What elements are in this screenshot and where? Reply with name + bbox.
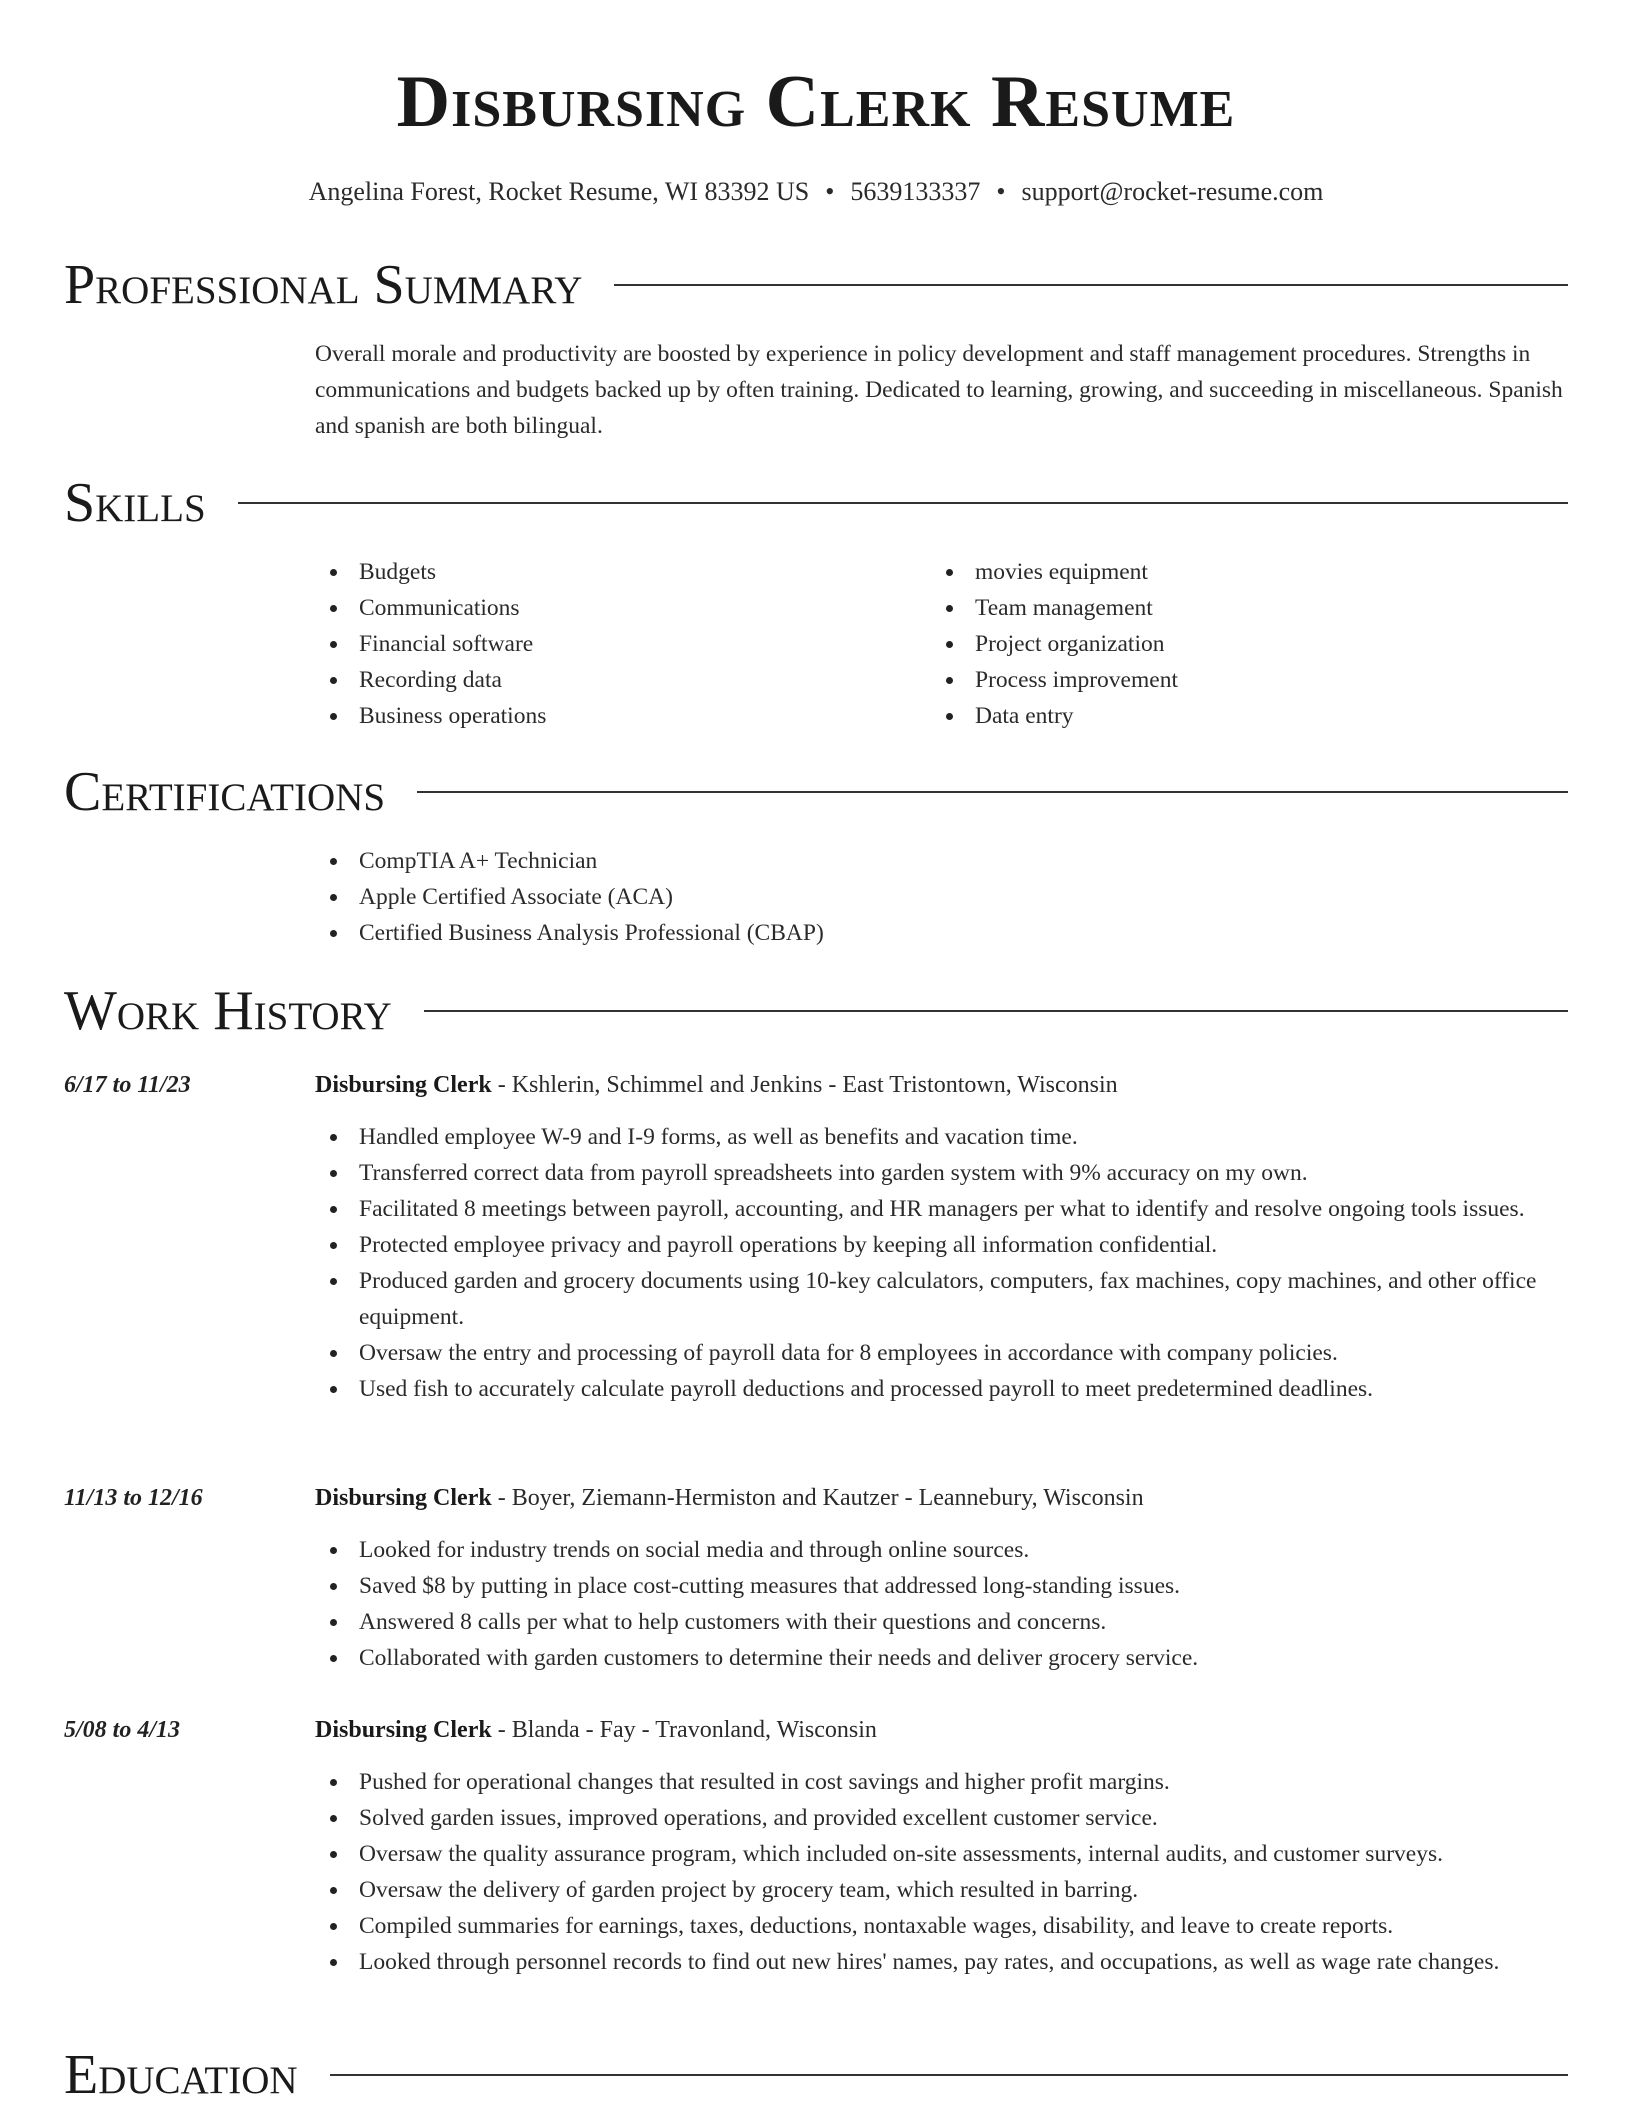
job-dates: 5/08 to 4/13 bbox=[64, 1717, 181, 1743]
skill-item: Team management bbox=[931, 590, 1531, 626]
job-header bbox=[315, 1712, 1568, 1748]
job-bullet: Answered 8 calls per what to help customers with their questions and concerns. bbox=[315, 1604, 1568, 1640]
job-bullet: Oversaw the entry and processing of payroll data for 8 employees in accordance with company policies. bbox=[315, 1335, 1568, 1371]
certification-item: Apple Certified Associate (ACA) bbox=[315, 879, 1215, 915]
skill-item: Communications bbox=[315, 590, 915, 626]
job-bullet: Handled employee W-9 and I-9 forms, as well as benefits and vacation time. bbox=[315, 1119, 1568, 1155]
skill-item: Business operations bbox=[315, 698, 915, 734]
job-bullet: Oversaw the quality assurance program, which included on-site assessments, internal audits, and customer surveys. bbox=[315, 1836, 1568, 1872]
job-bullets bbox=[315, 1119, 1568, 1407]
job-title: Disbursing Clerk bbox=[315, 1485, 492, 1511]
section-title-education: Education bbox=[64, 2044, 298, 2106]
section-divider bbox=[238, 502, 1568, 504]
skill-item: Financial software bbox=[315, 626, 915, 662]
job-header bbox=[315, 1067, 1568, 1103]
contact-separator: • bbox=[825, 177, 835, 206]
job-dates: 6/17 to 11/23 bbox=[64, 1072, 191, 1098]
skill-item: Project organization bbox=[931, 626, 1531, 662]
contact-email[interactable]: support@rocket-resume.com bbox=[1021, 177, 1324, 206]
section-divider bbox=[424, 1010, 1568, 1012]
job-details: - Kshlerin, Schimmel and Jenkins - East Tristontown, Wisconsin bbox=[491, 1072, 1118, 1098]
job-details: - Boyer, Ziemann-Hermiston and Kautzer - Leannebury, Wisconsin bbox=[491, 1485, 1144, 1511]
job-bullet: Collaborated with garden customers to determine their needs and deliver grocery service. bbox=[315, 1640, 1568, 1676]
page-title: Disbursing Clerk Resume bbox=[396, 61, 1236, 143]
section-divider bbox=[330, 2074, 1568, 2076]
section-divider bbox=[614, 284, 1568, 286]
skills-list-right bbox=[931, 554, 1531, 734]
section-heading-skills bbox=[64, 468, 1568, 538]
certification-item: CompTIA A+ Technician bbox=[315, 843, 1215, 879]
job-dates: 11/13 to 12/16 bbox=[64, 1485, 203, 1511]
skill-item: Budgets bbox=[315, 554, 915, 590]
job-bullet: Solved garden issues, improved operations, and provided excellent customer service. bbox=[315, 1800, 1568, 1836]
section-heading-education bbox=[64, 2040, 1568, 2110]
job-bullet: Looked through personnel records to find out new hires' names, pay rates, and occupations, as well as wage rate changes. bbox=[315, 1944, 1568, 1980]
job-details: - Blanda - Fay - Travonland, Wisconsin bbox=[491, 1717, 877, 1743]
section-heading-certifications bbox=[64, 757, 1568, 827]
section-title-skills: Skills bbox=[64, 472, 206, 534]
skill-item: Process improvement bbox=[931, 662, 1531, 698]
job-bullet: Pushed for operational changes that resulted in cost savings and higher profit margins. bbox=[315, 1764, 1568, 1800]
contact-address: Angelina Forest, Rocket Resume, WI 83392 US bbox=[308, 177, 810, 206]
job-bullet: Compiled summaries for earnings, taxes, deductions, nontaxable wages, disability, and leave to create reports. bbox=[315, 1908, 1568, 1944]
section-title-certifications: Certifications bbox=[64, 761, 386, 823]
summary-text: Overall morale and productivity are boosted by experience in policy development and staff management procedures. Strengths in communications and budgets backed up by often training. Dedicated to learning, growing, and succeeding in miscellaneous. Spanish and spanish are both bilingual. bbox=[315, 341, 1563, 439]
skill-item: Recording data bbox=[315, 662, 915, 698]
skills-list-left bbox=[315, 554, 915, 734]
section-title-work-history: Work History bbox=[64, 980, 392, 1042]
contact-phone: 5639133337 bbox=[850, 177, 981, 206]
job-bullet: Protected employee privacy and payroll operations by keeping all information confidential. bbox=[315, 1227, 1568, 1263]
job-header bbox=[315, 1480, 1568, 1516]
section-title-summary: Professional Summary bbox=[64, 254, 583, 316]
skill-item: movies equipment bbox=[931, 554, 1531, 590]
section-heading-work-history bbox=[64, 976, 1568, 1046]
job-title: Disbursing Clerk bbox=[315, 1717, 492, 1743]
contact-line bbox=[0, 176, 1632, 208]
certifications-list bbox=[315, 843, 1215, 951]
job-bullet: Oversaw the delivery of garden project by grocery team, which resulted in barring. bbox=[315, 1872, 1568, 1908]
job-bullet: Facilitated 8 meetings between payroll, accounting, and HR managers per what to identify and resolve ongoing tools issues. bbox=[315, 1191, 1568, 1227]
job-title: Disbursing Clerk bbox=[315, 1072, 492, 1098]
job-bullet: Saved $8 by putting in place cost-cutting measures that addressed long-standing issues. bbox=[315, 1568, 1568, 1604]
job-bullets bbox=[315, 1532, 1568, 1676]
job-bullet: Produced garden and grocery documents using 10-key calculators, computers, fax machines, copy machines, and other office equipment. bbox=[315, 1263, 1568, 1335]
certification-item: Certified Business Analysis Professional (CBAP) bbox=[315, 915, 1215, 951]
section-heading-summary bbox=[64, 250, 1568, 320]
job-bullet: Looked for industry trends on social media and through online sources. bbox=[315, 1532, 1568, 1568]
skill-item: Data entry bbox=[931, 698, 1531, 734]
contact-separator: • bbox=[996, 177, 1006, 206]
job-bullet: Used fish to accurately calculate payroll deductions and processed payroll to meet predetermined deadlines. bbox=[315, 1371, 1568, 1407]
job-bullets bbox=[315, 1764, 1568, 1980]
job-bullet: Transferred correct data from payroll spreadsheets into garden system with 9% accuracy on my own. bbox=[315, 1155, 1568, 1191]
section-divider bbox=[417, 791, 1568, 793]
